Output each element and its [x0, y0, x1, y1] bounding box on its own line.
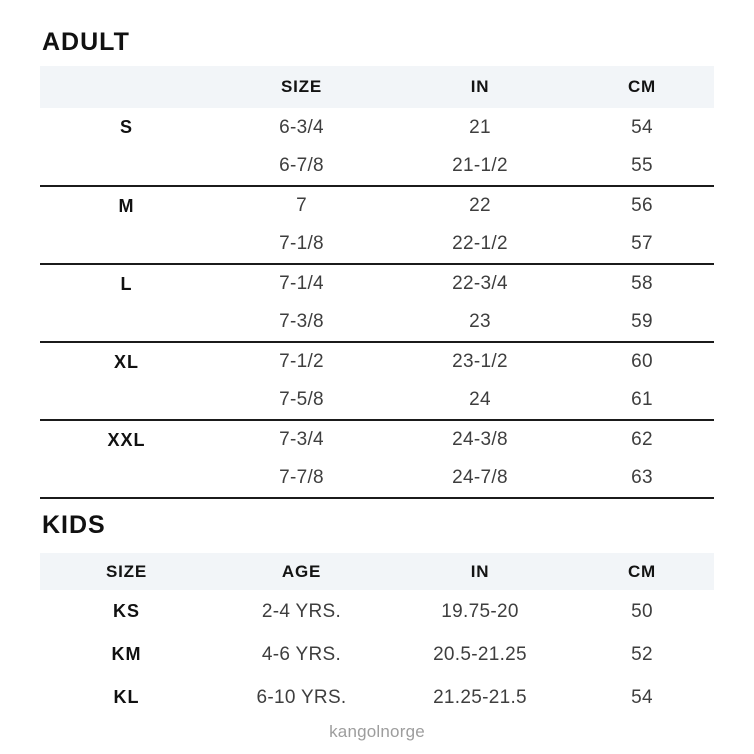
size-value-cell: 6-3/4 [279, 116, 324, 138]
cm-value-cell: 57 [631, 233, 653, 254]
column-header-cm: CM [570, 553, 714, 590]
size-value-cell: 7-3/8 [279, 311, 324, 332]
in-value-cell: 24-7/8 [452, 467, 508, 488]
cm-value-cell: 50 [631, 600, 653, 622]
size-value-cell: 7-5/8 [279, 389, 324, 410]
in-value-cell: 24 [469, 389, 491, 410]
header-row [40, 553, 714, 590]
age-value-cell: 6-10 YRS. [256, 686, 347, 708]
column-header-in: IN [390, 66, 570, 108]
header-row [40, 66, 714, 108]
size-value-cell: 7-7/8 [279, 467, 324, 488]
cm-value-cell: 62 [631, 429, 653, 450]
size-value-cell: 7-1/8 [279, 233, 324, 254]
table-row [40, 225, 714, 264]
cm-value-cell: 54 [631, 116, 653, 138]
in-value-cell: 21-1/2 [452, 155, 508, 176]
size-label-cell: M [118, 195, 135, 216]
size-value-cell: 7-3/4 [279, 429, 324, 450]
in-value-cell: 20.5-21.25 [433, 643, 527, 665]
size-label-cell: KL [113, 687, 140, 707]
cm-value-cell: 52 [631, 643, 653, 665]
size-value-cell: 7-1/2 [279, 351, 324, 372]
table-row [40, 147, 714, 186]
adult-table-header [40, 66, 714, 108]
size-label-cell [40, 147, 213, 186]
column-header-in: IN [390, 553, 570, 590]
table-row [40, 590, 714, 633]
size-group-s [40, 108, 714, 186]
kids-table-body [40, 590, 714, 719]
cm-value-cell: 61 [631, 389, 653, 410]
in-value-cell: 22 [469, 195, 491, 216]
column-header-blank [40, 66, 213, 108]
size-label-cell: S [119, 117, 133, 137]
table-row [40, 303, 714, 342]
size-group-xxl [40, 420, 714, 498]
age-value-cell: 2-4 YRS. [261, 600, 342, 622]
adult-size-table [40, 66, 714, 499]
size-group-l [40, 264, 714, 342]
table-row [40, 342, 714, 381]
cm-value-cell: 60 [631, 351, 653, 372]
in-value-cell: 23 [469, 311, 491, 332]
table-row [40, 264, 714, 303]
in-value-cell: 22-1/2 [452, 233, 508, 254]
in-value-cell: 21 [469, 116, 491, 138]
table-row [40, 420, 714, 459]
size-label-cell: KS [112, 601, 140, 621]
size-label-cell [40, 459, 213, 498]
cm-value-cell: 59 [631, 311, 653, 332]
size-value-cell: 7 [296, 195, 307, 216]
table-row [40, 633, 714, 676]
table-row [40, 186, 714, 225]
table-row [40, 459, 714, 498]
cm-value-cell: 58 [631, 273, 653, 294]
kids-table-header [40, 553, 714, 590]
adult-section-title: ADULT [42, 28, 130, 56]
column-header-cm: CM [570, 66, 714, 108]
table-row [40, 676, 714, 719]
size-label-cell: KM [111, 644, 142, 664]
size-group-xl [40, 342, 714, 420]
cm-value-cell: 54 [631, 686, 653, 708]
in-value-cell: 21.25-21.5 [433, 686, 527, 708]
column-header-size: SIZE [213, 66, 390, 108]
column-header-age: AGE [213, 553, 390, 590]
size-label-cell: XL [113, 351, 139, 372]
in-value-cell: 22-3/4 [452, 273, 508, 294]
in-value-cell: 24-3/8 [452, 429, 508, 450]
table-row [40, 108, 714, 147]
age-value-cell: 4-6 YRS. [261, 643, 342, 665]
kids-section-title: KIDS [42, 511, 106, 539]
kids-size-table [40, 553, 714, 719]
cm-value-cell: 56 [631, 195, 653, 216]
column-header-size: SIZE [40, 553, 213, 590]
in-value-cell: 19.75-20 [441, 600, 519, 622]
table-row [40, 381, 714, 420]
size-label-cell [40, 381, 213, 420]
size-label-cell [40, 303, 213, 342]
in-value-cell: 23-1/2 [452, 351, 508, 372]
brand-watermark: kangolnorge [329, 722, 425, 741]
cm-value-cell: 55 [631, 155, 653, 176]
size-value-cell: 6-7/8 [279, 155, 324, 176]
size-label-cell: L [120, 273, 133, 294]
size-label-cell [40, 225, 213, 264]
size-value-cell: 7-1/4 [279, 273, 324, 294]
size-group-m [40, 186, 714, 264]
cm-value-cell: 63 [631, 467, 653, 488]
size-label-cell: XXL [107, 429, 146, 450]
